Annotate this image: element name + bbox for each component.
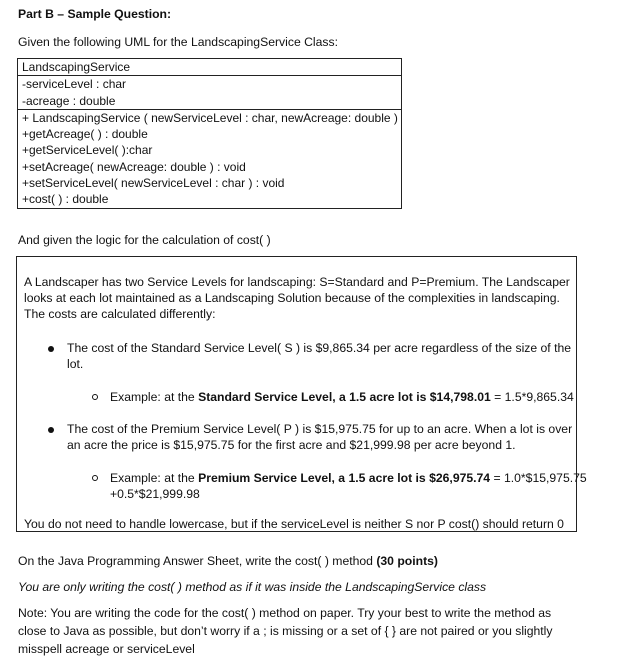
- uml-attribute: -serviceLevel : char: [22, 77, 127, 92]
- logic-box: [16, 256, 587, 532]
- example-2-bold: Premium Service Level, a 1.5 acre lot is $26,975.74: [198, 471, 491, 485]
- task-points: (30 points): [376, 554, 438, 568]
- bullet-icon: [48, 427, 54, 433]
- logic-para-line: A Landscaper has two Service Levels for landscaping: S=Standard and P=Premium. The Landscaper: [24, 275, 570, 289]
- hollow-bullet-icon: [92, 475, 98, 481]
- uml-method: +getServiceLevel( ):char: [22, 143, 153, 158]
- section-heading: Part B – Sample Question:: [18, 7, 172, 21]
- bullet-icon: [48, 346, 54, 352]
- uml-method: +getAcreage( ) : double: [22, 127, 148, 142]
- task-pre: On the Java Programming Answer Sheet, write the cost( ) method: [18, 554, 377, 568]
- example-1: [110, 389, 574, 405]
- example-1-post: = 1.5*9,865.34: [490, 390, 574, 404]
- task-line: [18, 553, 438, 569]
- logic-para-line: looks at each lot maintained as a Landscaping Solution because of the complexities in landscaping.: [24, 291, 560, 305]
- note-line: close to Java as possible, but don’t worry if a ; is missing or a set of { } are not paired or you slightly: [18, 624, 553, 638]
- hollow-bullet-icon: [92, 394, 98, 400]
- uml-intro: Given the following UML for the LandscapingService Class:: [18, 35, 338, 49]
- bullet1-line: The cost of the Standard Service Level( S ) is $9,865.34 per acre regardless of the size of the: [67, 341, 572, 355]
- example-1-bold: Standard Service Level, a 1.5 acre lot is $14,798.01: [198, 390, 491, 404]
- uml-method: +setAcreage( newAcreage: double ) : void: [22, 159, 246, 174]
- bullet1-line: lot.: [67, 357, 84, 371]
- uml-method: + LandscapingService ( newServiceLevel : char, newAcreage: double ): [22, 110, 398, 125]
- uml-method: +setServiceLevel( newServiceLevel : char ) : void: [22, 176, 285, 191]
- note-line: misspell acreage or serviceLevel: [18, 642, 195, 656]
- uml-class-name: LandscapingService: [22, 60, 131, 74]
- example-2: [110, 470, 587, 486]
- logic-footer: You do not need to handle lowercase, but if the serviceLevel is neither S nor P cost() should return 0: [24, 517, 564, 531]
- uml-method: +cost( ) : double: [22, 192, 109, 207]
- bullet2-line: The cost of the Premium Service Level( P ) is $15,975.75 for up to an acre. When a lot is over: [67, 422, 573, 436]
- uml-methods-section: [18, 109, 401, 208]
- note-line: Note: You are writing the code for the cost( ) method on paper. Try your best to write the method as: [18, 606, 552, 620]
- example-2-line2: +0.5*$21,999.98: [110, 487, 200, 501]
- uml-attributes-section: [18, 75, 401, 109]
- uml-class-name-section: [18, 59, 401, 75]
- bullet2-line: an acre the price is $15,975.75 for the first acre and $21,999.98 per acre beyond 1.: [67, 438, 516, 452]
- uml-attribute: -acreage : double: [22, 93, 116, 108]
- logic-intro: And given the logic for the calculation of cost( ): [18, 233, 271, 247]
- example-2-post: = 1.0*$15,975.75: [490, 471, 587, 485]
- logic-para-line: The costs are calculated differently:: [24, 307, 216, 321]
- uml-class-box: [17, 58, 402, 209]
- example-1-pre: Example: at the: [110, 390, 199, 404]
- example-2-pre: Example: at the: [110, 471, 199, 485]
- italic-note: You are only writing the cost( ) method as if it was inside the LandscapingService class: [18, 580, 487, 594]
